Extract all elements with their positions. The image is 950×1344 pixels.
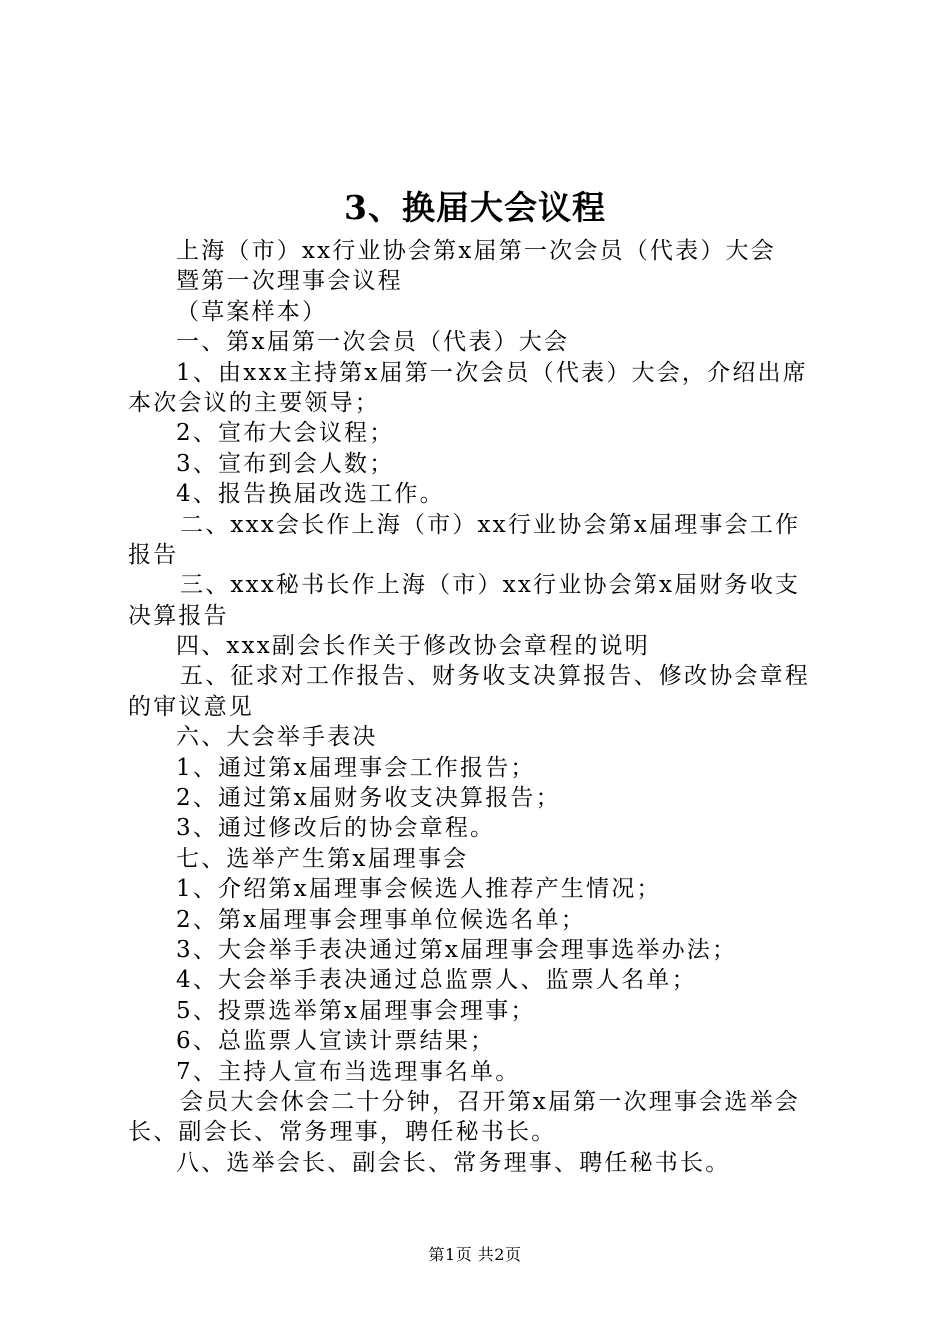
section-heading: 七、选举产生第x届理事会 xyxy=(176,845,469,872)
list-item: 2、宣布大会议程； xyxy=(176,420,395,447)
list-item: 6、总监票人宣读计票结果； xyxy=(176,1028,496,1055)
list-item: 2、第x届理事会理事单位候选名单； xyxy=(176,906,587,933)
list-item: 1、介绍第x届理事会候选人推荐产生情况； xyxy=(176,876,662,903)
paragraph: 会员大会休会二十分钟，召开第x届第一次理事会选举会 xyxy=(180,1088,800,1115)
document-title: 3、换届大会议程 xyxy=(344,188,606,227)
section-heading: 一、第x届第一次会员（代表）大会 xyxy=(176,329,570,356)
heading-line: 上海（市）xx行业协会第x届第一次会员（代表）大会 xyxy=(176,238,776,264)
list-item: 3、大会举手表决通过第x届理事会理事选举办法； xyxy=(176,936,738,963)
list-item: 4、报告换届改选工作。 xyxy=(176,481,445,508)
section-heading: 六、大会举手表决 xyxy=(176,724,378,751)
section-heading-continuation: 的审议意见 xyxy=(128,693,254,720)
paragraph-continuation: 长、副会长、常务理事，聘任秘书长。 xyxy=(128,1119,557,1146)
list-item: 1、由xxx主持第x届第一次会员（代表）大会，介绍出席 xyxy=(176,359,808,386)
list-item: 1、通过第x届理事会工作报告； xyxy=(176,754,536,781)
section-heading: 二、xxx会长作上海（市）xx行业协会第x届理事会工作 xyxy=(180,511,801,538)
section-heading: 五、征求对工作报告、财务收支决算报告、修改协会章程 xyxy=(180,663,810,690)
list-item: 3、通过修改后的协会章程。 xyxy=(176,815,496,842)
list-item: 4、大会举手表决通过总监票人、监票人名单； xyxy=(176,967,697,994)
list-item-continuation: 本次会议的主要领导； xyxy=(128,389,380,416)
section-heading-continuation: 决算报告 xyxy=(128,602,229,629)
section-heading: 三、xxx秘书长作上海（市）xx行业协会第x届财务收支 xyxy=(180,572,801,599)
draft-note: （草案样本） xyxy=(176,298,328,325)
section-heading: 四、xxx副会长作关于修改协会章程的说明 xyxy=(176,633,650,660)
document-body xyxy=(128,236,840,1178)
heading-line: 暨第一次理事会议程 xyxy=(176,268,403,295)
section-heading: 八、选举会长、副会长、常务理事、聘任秘书长。 xyxy=(176,1149,731,1176)
list-item: 3、宣布到会人数； xyxy=(176,450,395,477)
list-item: 2、通过第x届财务收支决算报告； xyxy=(176,785,561,812)
section-heading-continuation: 报告 xyxy=(128,541,179,568)
list-item: 7、主持人宣布当选理事名单。 xyxy=(176,1058,521,1085)
page-footer: 第1页 共2页 xyxy=(428,1245,522,1264)
list-item: 5、投票选举第x届理事会理事； xyxy=(176,997,536,1024)
